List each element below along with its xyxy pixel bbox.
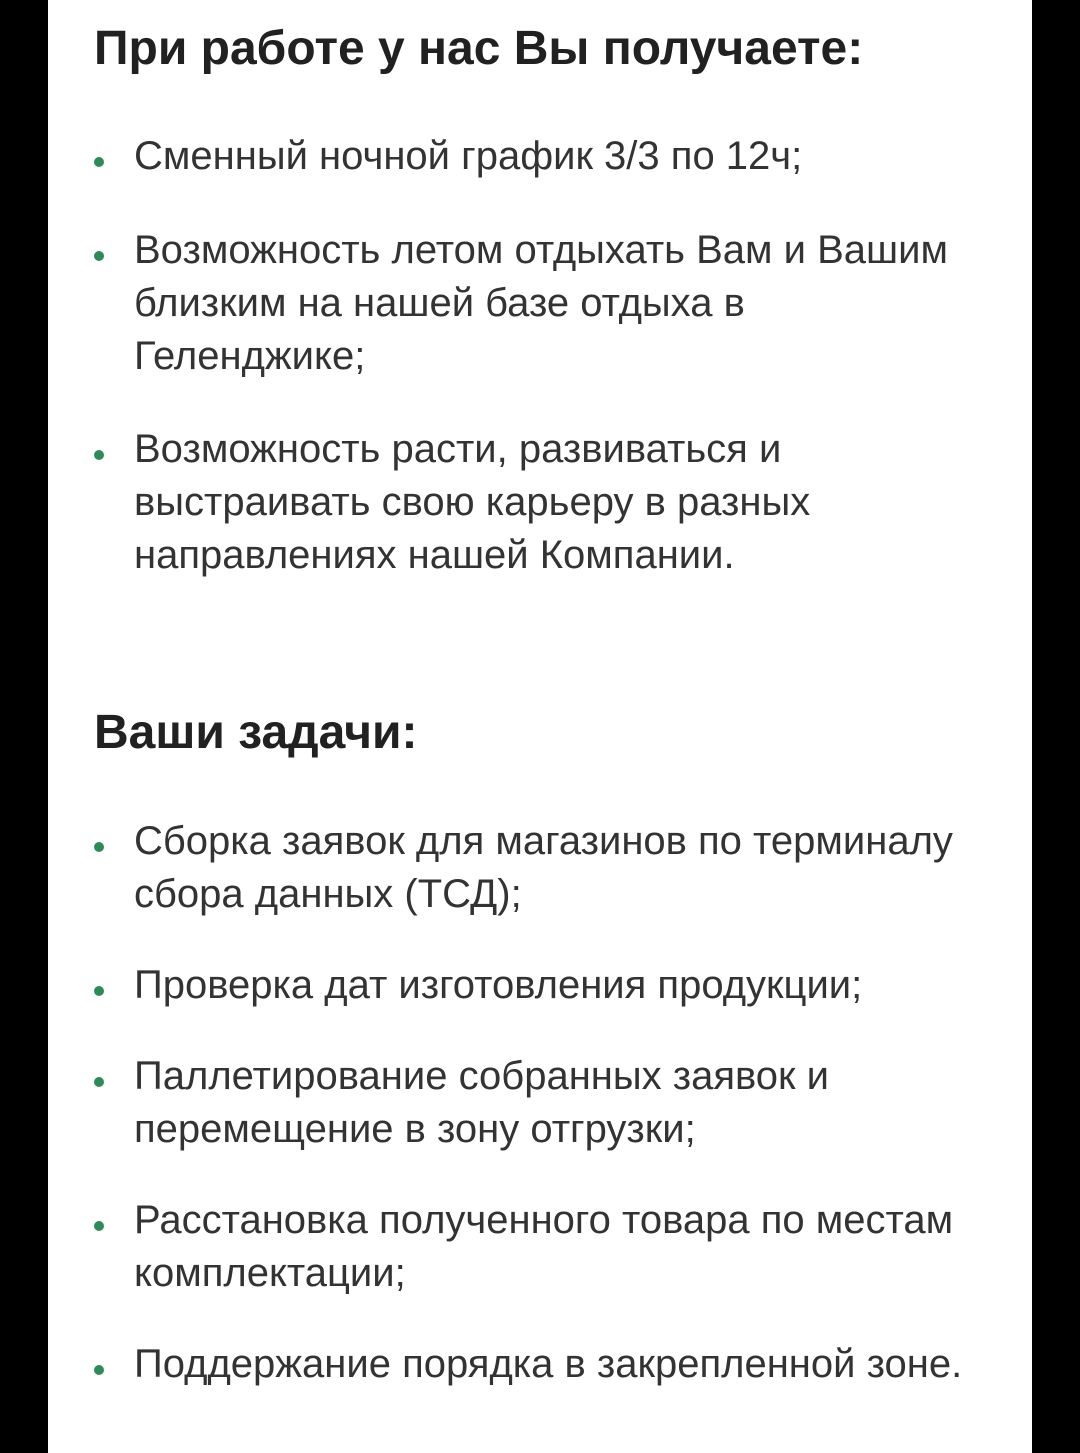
benefit-item-career: Возможность расти, развиваться и выстраивать свою карьеру в разных направлениях нашей Компании. [94,423,984,582]
bullet-icon [94,842,104,852]
benefits-list [94,130,984,582]
bullet-icon [94,251,104,261]
benefit-item-vacation: Возможность летом отдыхать Вам и Вашим близким на нашей базе отдыха в Геленджике; [94,224,984,383]
tasks-list [94,815,984,1391]
bullet-icon [94,450,104,460]
bullet-icon [94,986,104,996]
bullet-icon [94,1077,104,1087]
content-page [48,0,1032,1453]
task-item-palletizing: Паллетирование собранных заявок и перемещение в зону отгрузки; [94,1050,984,1156]
bullet-icon [94,1365,104,1375]
benefits-title: При работе у нас Вы получаете: [94,22,864,75]
bullet-icon [94,157,104,167]
task-item-placement: Расстановка полученного товара по местам комплектации; [94,1194,984,1300]
benefit-item-schedule: Сменный ночной график 3/3 по 12ч; [94,130,984,183]
bullet-icon [94,1221,104,1231]
tasks-title: Ваши задачи: [94,706,418,759]
task-item-dates: Проверка дат изготовления продукции; [94,959,984,1012]
task-item-orders: Сборка заявок для магазинов по терминалу сбора данных (ТСД); [94,815,984,921]
task-item-order-keeping: Поддержание порядка в закрепленной зоне. [94,1338,984,1391]
